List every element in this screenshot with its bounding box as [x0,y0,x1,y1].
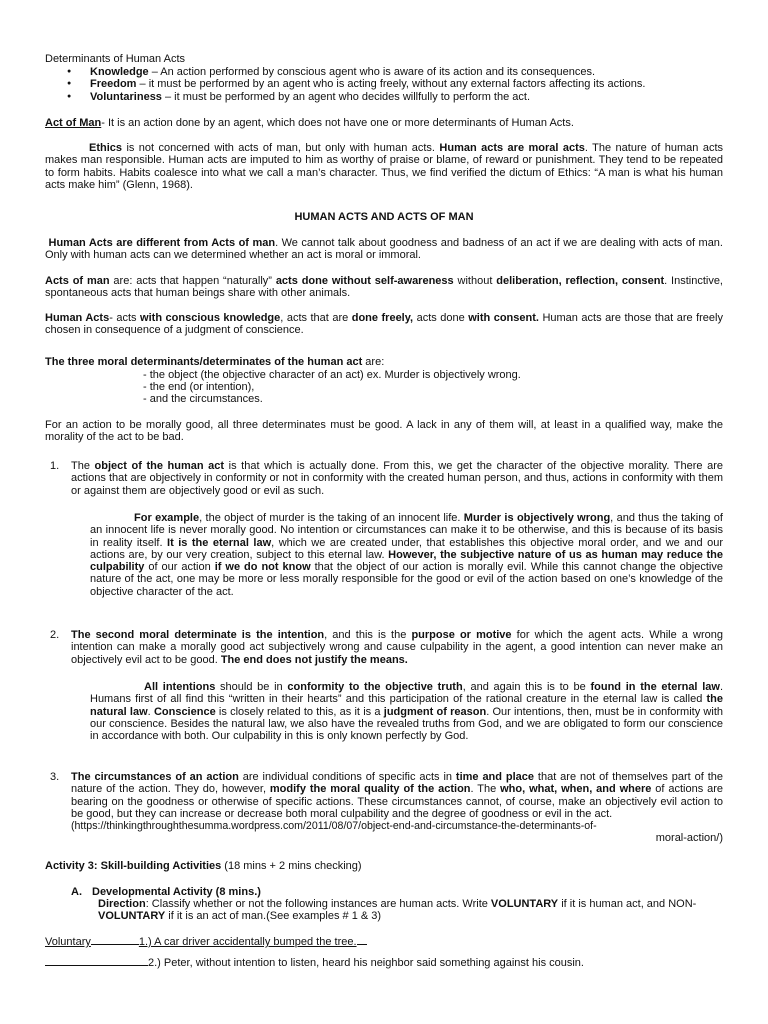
list-item-intention [50,629,723,666]
developmental-activity-heading: A. Developmental Activity (8 mins.) [71,886,261,898]
direction-paragraph: Direction: Classify whether or not the following instances are human acts. Write VOLUNTARY if it is human act, and NON-VOLUNTARY if it is an act of man.(See examples # 1 & 3) [98,898,697,923]
determinants-list [45,66,723,103]
determinant-item-voluntariness: ● Voluntariness – it must be performed by an agent who decides willfully to perform the act. [45,91,723,103]
answer-blank-1 [91,944,139,945]
determinant-circumstances-line: - and the circumstances. [143,393,263,405]
circumstances-paragraph: The circumstances of an action are individual conditions of specific acts in time and place that are not of themselves part of the nature of the action. They do, however, modify the moral quality of the action. The who, what, when, and where of actions are bearing on the goodness or otherwise of specific actions. These circumstances cannot, of course, make an objectively evil action to be good, but they can increase or decrease both moral culpability and the degree of goodness or evil in the act. [71,771,724,820]
human-acts-paragraph: Human Acts- acts with conscious knowledge, acts that are done freely, acts done with consent. Human acts are those that are freely chosen in consequence of a judgment of conscience. [45,312,723,337]
list-number: 3. [50,771,60,783]
three-determinants-intro: The three moral determinants/determinates of the human act are: [45,356,385,368]
activity-title: Activity 3: Skill-building Activities (18 mins + 2 mins checking) [45,860,362,872]
ethics-paragraph: Ethics is not concerned with acts of man, but only with human acts. Human acts are moral acts. The nature of human acts makes man responsible. Human acts are imputed to him as worthy of praise or blame, of reward or punishment. They tend to be repeated to form habits. Habits coalesce into what we call a man’s character. Thus, we find verified the dictum of Ethics: “A man is what his human acts make him” (Glenn, 1968). [45,142,723,191]
example-answer-1: Voluntary [45,936,91,948]
act-of-man-definition: Act of Man- It is an action done by an agent, which does not have one or more determinants of Human Acts. [45,117,574,129]
list-number: 2. [50,629,60,641]
example-item-2 [45,957,723,969]
source-url-line-end: moral-action/) [655,832,723,845]
determinant-end-line: - the end (or intention), [143,381,255,393]
source-url-line: (https://thinkingthroughthesumma.wordpress.com/2011/08/07/object-end-and-circumstance-the-determinants-of- [71,820,597,833]
example-statement-1: 1.) A car driver accidentally bumped the tree. [138,936,357,948]
list-item-circumstances [50,771,724,845]
answer-blank-2[interactable] [45,965,148,966]
human-acts-difference-paragraph: Human Acts are different from Acts of man. We cannot talk about goodness and badness of an act if we are dealing with acts of man. Only with human acts can we determined whether an act is moral or immoral. [45,237,723,262]
object-example-paragraph: For example, the object of murder is the taking of an innocent life. Murder is objectively wrong, and thus the taking of an innocent life is never morally good. No intention or circumstances can make it to be otherwise, and this is because of its basis in reality itself. It is the eternal law, which we are created under, that establishes this objective moral order, and we and our actions are, by our very creation, subject to this eternal law. However, the subjective nature of us as human may reduce the culpability of our action if we do not know that the object of our action is morally evil. While this cannot change the objective nature of the act, one may be more or less morally responsible for the good or evil of the action based on one’s knowledge of the objective character of the act. [90,512,724,598]
determinant-object-line: - the object (the objective character of an act) ex. Murder is objectively wrong. [143,369,521,381]
intention-example-paragraph: All intentions should be in conformity to the objective truth, and again this is to be found in the eternal law. Humans first of all find this “written in their hearts” and this participation of the rational creature in the eternal law is called the natural law. Conscience is closely related to this, as it is a judgment of reason. Our intentions, then, must be in conformity with our conscience. Besides the natural law, we also have the revealed truths from God, and we are obligated to form our conscience in accordance with both. Our culpability in this is only known perfectly by God. [90,681,723,743]
determinant-item-freedom: ● Freedom – it must be performed by an agent who is acting freely, without any external factors affecting its actions. [45,78,723,90]
underline-tail [357,944,367,945]
example-item-1 [45,936,723,948]
example-statement-2: 2.) Peter, without intention to listen, heard his neighbor said something against his cousin. [148,957,584,969]
intention-paragraph: The second moral determinate is the intention, and this is the purpose or motive for which the agent acts. While a wrong intention can make a morally good act subjectively wrong and cause culpability in the agent, a good intention can never make an objectively evil act to be good. The end does not justify the means. [71,629,723,666]
determinants-heading: Determinants of Human Acts [45,53,186,65]
object-paragraph: The object of the human act is that which is actually done. From this, we get the character of the objective morality. There are actions that are objectively in conformity or not in conformity with the created human person, and thus, actions in conformity with them or against them are objectively good or evil as such. [71,460,723,497]
list-number: 1. [50,460,60,472]
acts-of-man-paragraph: Acts of man are: acts that happen “naturally” acts done without self-awareness without deliberation, reflection, consent. Instinctive, spontaneous acts that human beings share with other animals. [45,275,723,300]
determinant-item-knowledge: ● Knowledge – An action performed by conscious agent who is aware of its action and its consequences. [45,66,723,78]
section-title: HUMAN ACTS AND ACTS OF MAN [294,211,474,223]
morally-good-paragraph: For an action to be morally good, all three determinates must be good. A lack in any of them will, at least in a qualified way, make the morality of the act to be bad. [45,419,723,444]
list-item-object [50,460,723,497]
